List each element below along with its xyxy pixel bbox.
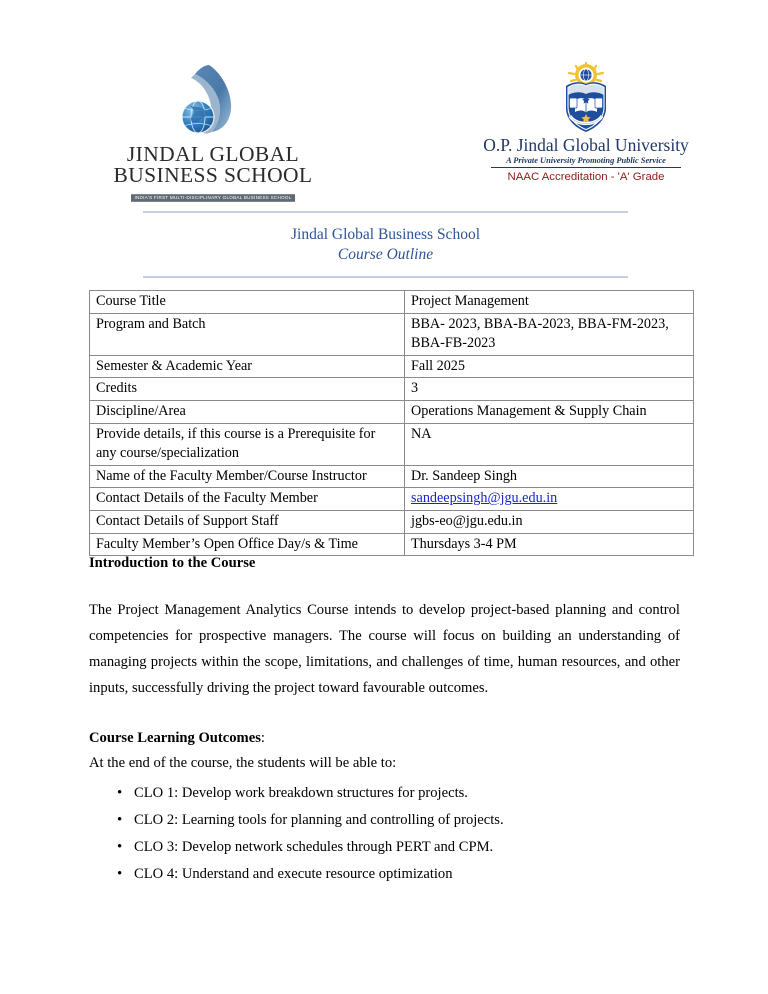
page-title: Jindal Global Business School [290, 226, 480, 243]
row-value: Thursdays 3-4 PM [405, 533, 694, 556]
row-value: jgbs-eo@jgu.edu.in [405, 510, 694, 533]
row-value-email [405, 488, 694, 511]
row-label: Contact Details of Support Staff [90, 510, 405, 533]
opjgu-logo [452, 62, 720, 184]
list-item: • CLO 4: Understand and execute resource optimization [89, 861, 680, 888]
row-value: Project Management [405, 291, 694, 314]
table-row [90, 313, 694, 355]
table-row [90, 510, 694, 533]
list-item: • CLO 2: Learning tools for planning and controlling of projects. [89, 807, 680, 834]
list-item: • CLO 1: Develop work breakdown structures for projects. [89, 780, 680, 807]
course-info-table [89, 290, 694, 556]
row-label: Credits [90, 378, 405, 401]
opjgu-naac-accreditation: NAAC Accreditation - 'A' Grade [507, 171, 665, 183]
row-value: NA [405, 423, 694, 465]
row-label: Program and Batch [90, 313, 405, 355]
row-value: BBA- 2023, BBA-BA-2023, BBA-FM-2023, BBA-FB-2023 [405, 313, 694, 355]
title-rule-top [143, 211, 628, 213]
table-row [90, 400, 694, 423]
jgbs-tagline: INDIA'S FIRST MULTI-DISCIPLINARY GLOBAL BUSINESS SCHOOL [131, 194, 294, 202]
row-label: Discipline/Area [90, 400, 405, 423]
section-spacer [89, 701, 680, 728]
opjgu-crest-shield-icon [556, 62, 616, 134]
row-label: Faculty Member’s Open Office Day/s & Time [90, 533, 405, 556]
faculty-email-link[interactable]: sandeepsingh@jgu.edu.in [411, 490, 558, 507]
table-row [90, 355, 694, 378]
learning-outcomes-leadin: At the end of the course, the students will be able to: [89, 755, 397, 771]
row-label: Contact Details of the Faculty Member [90, 488, 405, 511]
row-label: Course Title [90, 291, 405, 314]
row-value: 3 [405, 378, 694, 401]
list-item: • CLO 3: Develop network schedules through PERT and CPM. [89, 834, 680, 861]
row-value: Fall 2025 [405, 355, 694, 378]
row-label: Provide details, if this course is a Prerequisite for any course/specialization [90, 423, 405, 465]
row-label: Name of the Faculty Member/Course Instructor [90, 465, 405, 488]
learning-outcomes-heading-text: Course Learning Outcomes [89, 730, 261, 746]
table-row [90, 488, 694, 511]
page-subtitle: Course Outline [337, 246, 434, 263]
document-body [89, 553, 680, 888]
introduction-heading: Introduction to the Course [89, 555, 256, 571]
table-row [90, 291, 694, 314]
row-label: Semester & Academic Year [90, 355, 405, 378]
row-value: Operations Management & Supply Chain [405, 400, 694, 423]
table-row [90, 378, 694, 401]
jgbs-droplet-globe-icon [168, 62, 258, 140]
jgbs-wordmark-line1: JINDAL GLOBAL [126, 142, 300, 166]
learning-outcomes-heading-colon: : [260, 730, 265, 746]
table-row [90, 465, 694, 488]
opjgu-subtitle: A Private University Promoting Public Service [506, 156, 666, 165]
jgbs-logo [88, 62, 338, 204]
row-value: Dr. Sandeep Singh [405, 465, 694, 488]
logo-band [0, 0, 768, 205]
document-title-block [143, 211, 628, 278]
learning-outcomes-list [89, 780, 680, 888]
table-row [90, 423, 694, 465]
opjgu-divider [491, 167, 681, 168]
title-rule-bottom [143, 276, 628, 278]
learning-outcomes-heading [89, 728, 680, 748]
opjgu-university-name: O.P. Jindal Global University [483, 135, 689, 155]
introduction-paragraph: The Project Management Analytics Course intends to develop project-based planning and control competencies for prospective managers. The course will focus on building an understanding of managing projects within the scope, limitations, and challenges of time, human resources, and other inputs, successfully driving the project toward favourable outcomes. [89, 602, 680, 696]
jgbs-wordmark-line2: BUSINESS SCHOOL [113, 163, 313, 187]
